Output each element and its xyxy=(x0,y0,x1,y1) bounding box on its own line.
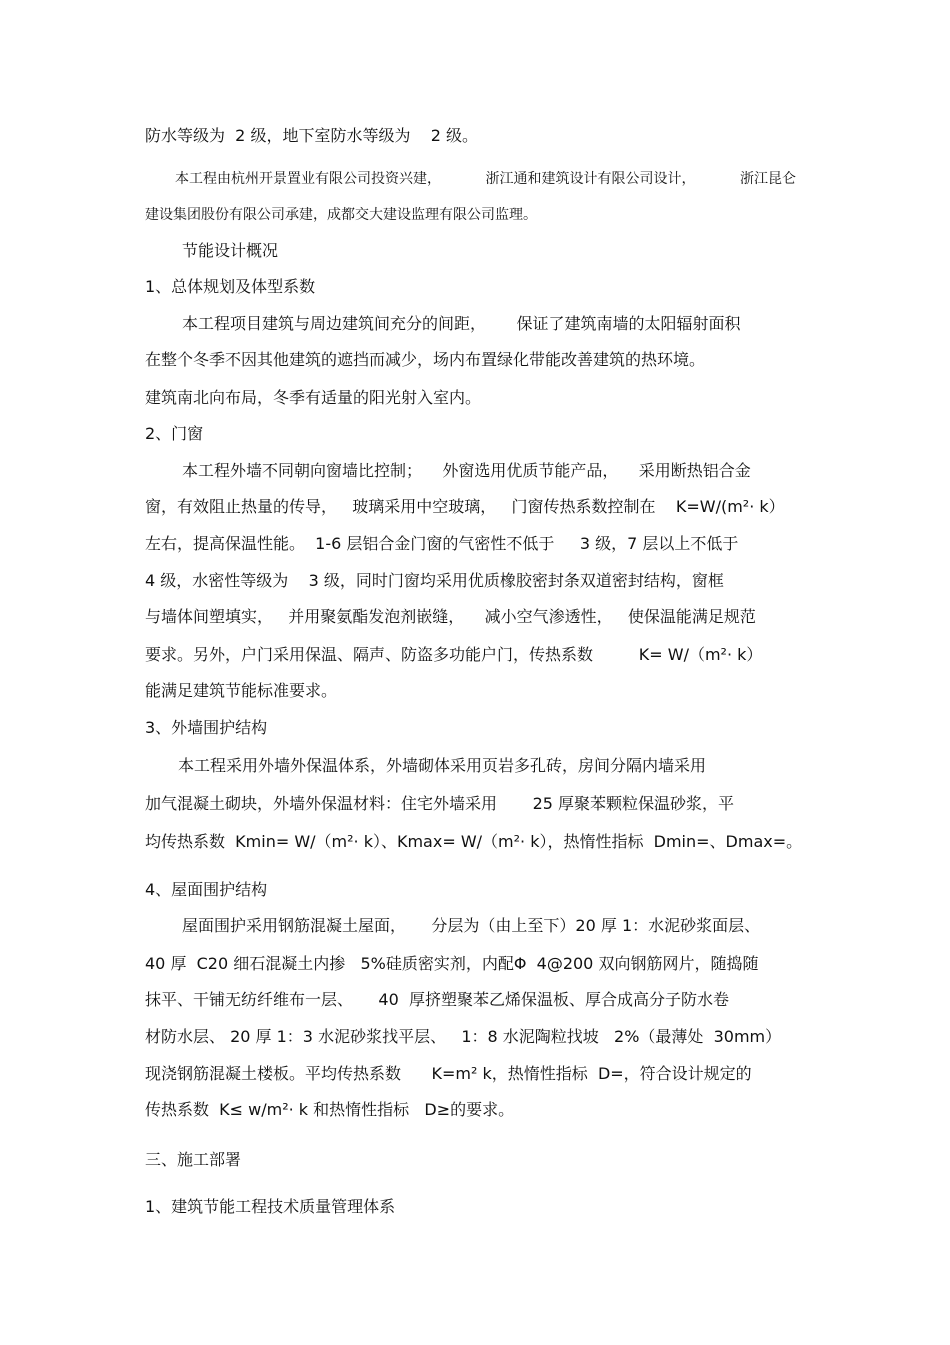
text-line: 窗，有效阻止热量的传导， 玻璃采用中空玻璃， 门窗传热系数控制在 K=W/(m²· k） xyxy=(145,497,785,516)
section-heading: 1、建筑节能工程技术质量管理体系 xyxy=(145,1197,396,1216)
text-line: 传热系数 K≤ w/m²· k 和热惰性指标 D≥的要求。 xyxy=(145,1100,515,1119)
text-line: 建设集团股份有限公司承建，成都交大建设监理有限公司监理。 xyxy=(145,207,537,223)
text-line: 左右，提高保温性能。 1-6 层铝合金门窗的气密性不低于 3 级，7 层以上不低于 xyxy=(145,534,739,553)
text-line: 加气混凝土砌块，外墙外保温材料：住宅外墙采用 25 厚聚苯颗粒保温砂浆，平 xyxy=(145,794,735,813)
text-line: 40 厚 C20 细石混凝土内掺 5%硅质密实剂，内配Φ 4@200 双向钢筋网片，随捣随 xyxy=(145,954,759,973)
section-heading: 三、施工部署 xyxy=(145,1150,242,1169)
text-line: 在整个冬季不因其他建筑的遮挡而减少，场内布置绿化带能改善建筑的热环境。 xyxy=(145,350,706,369)
text-line: 本工程采用外墙外保温体系，外墙砌体采用页岩多孔砖，房间分隔内墙采用 xyxy=(178,756,707,775)
text-line: 本工程由杭州开景置业有限公司投资兴建， 浙江通和建筑设计有限公司设计， 浙江昆仑 xyxy=(175,171,797,187)
text-line: 现浇钢筋混凝土楼板。平均传热系数 K=m² k，热惰性指标 D=，符合设计规定的 xyxy=(145,1064,752,1083)
text-line: 抹平、干铺无纺纤维布一层、 40 厚挤塑聚苯乙烯保温板、厚合成高分子防水卷 xyxy=(145,990,729,1009)
text-line: 建筑南北向布局，冬季有适量的阳光射入室内。 xyxy=(145,388,482,407)
section-heading: 3、外墙围护结构 xyxy=(145,718,268,737)
text-line: 防水等级为 2 级，地下室防水等级为 2 级。 xyxy=(145,126,479,145)
text-line: 与墙体间塑填实， 并用聚氨酯发泡剂嵌缝， 减小空气渗透性， 使保温能满足规范 xyxy=(145,607,756,626)
text-line: 本工程外墙不同朝向窗墙比控制； 外窗选用优质节能产品， 采用断热铝合金 xyxy=(182,461,751,480)
section-heading: 节能设计概况 xyxy=(182,241,279,260)
section-heading: 1、总体规划及体型系数 xyxy=(145,277,316,296)
text-line: 均传热系数 Kmin= W/（m²· k）、Kmax= W/（m²· k），热惰性指标 Dmin=、Dmax=。 xyxy=(145,832,803,851)
text-line: 要求。另外，户门采用保温、隔声、防盗多功能户门，传热系数 K= W/（m²· k） xyxy=(145,645,763,664)
text-line: 本工程项目建筑与周边建筑间充分的间距， 保证了建筑南墙的太阳辐射面积 xyxy=(182,314,741,333)
text-line: 材防水层、 20 厚 1：3 水泥砂浆找平层、 1：8 水泥陶粒找坡 2%（最薄处 30mm） xyxy=(145,1027,782,1046)
text-line: 4 级，水密性等级为 3 级，同时门窗均采用优质橡胶密封条双道密封结构，窗框 xyxy=(145,571,724,590)
text-line: 能满足建筑节能标准要求。 xyxy=(145,681,338,700)
section-heading: 2、门窗 xyxy=(145,424,204,443)
text-line: 屋面围护采用钢筋混凝土屋面， 分层为（由上至下）20 厚 1：水泥砂浆面层、 xyxy=(182,916,761,935)
section-heading: 4、屋面围护结构 xyxy=(145,880,268,899)
